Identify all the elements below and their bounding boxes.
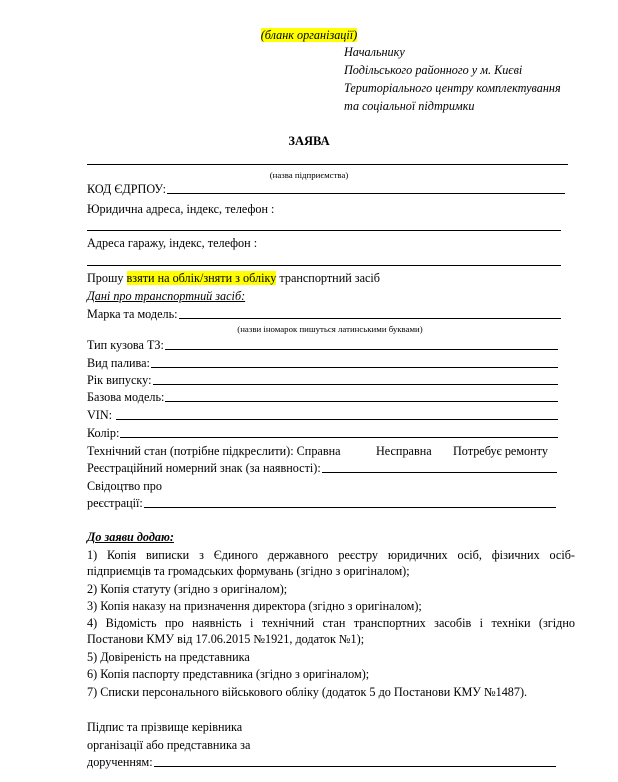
certificate-field[interactable]: [144, 507, 556, 508]
company-name-caption: (назва підприємства): [269, 170, 349, 180]
body-type-field[interactable]: [165, 349, 558, 350]
attachment-item-4: 4) Відомість про наявність і технічний стан транспортних засобів і техніки (згідно: [87, 616, 575, 630]
condition-option-faulty[interactable]: Несправна: [376, 444, 432, 458]
edrpou-label: КОД ЄДРПОУ:: [87, 182, 166, 196]
condition-label: Технічний стан (потрібне підкреслити): Справна: [87, 444, 341, 458]
color-label: Колір:: [87, 426, 120, 440]
attachment-item-1-cont: підприємців та громадських формувань (згідно з оригіналом);: [87, 564, 410, 578]
garage-address-label: Адреса гаражу, індекс, телефон :: [87, 236, 258, 250]
year-label: Рік випуску:: [87, 373, 152, 387]
signature-label-line3: дорученням:: [87, 755, 153, 769]
make-model-field[interactable]: [179, 318, 561, 319]
year-row: [87, 374, 558, 386]
certificate-label-line2: реєстрації:: [87, 496, 143, 510]
fuel-field[interactable]: [151, 367, 558, 368]
vin-field[interactable]: [116, 419, 558, 420]
addressee-line-1: Начальнику: [344, 45, 405, 59]
legal-address-label: Юридична адреса, індекс, телефон :: [87, 202, 275, 216]
base-model-label: Базова модель:: [87, 390, 165, 404]
letterhead-placeholder: (бланк організації): [260, 28, 358, 42]
attachment-item-6: 6) Копія паспорту представника (згідно з оригіналом);: [87, 667, 370, 681]
condition-option-repair[interactable]: Потребує ремонту: [453, 444, 548, 458]
signature-row: [87, 756, 556, 768]
attachment-item-7: 7) Списки персонального військового обліку (додаток 5 до Постанови КМУ №1487).: [87, 685, 528, 699]
base-model-field[interactable]: [165, 401, 558, 402]
garage-address-field[interactable]: [87, 265, 561, 266]
attachment-item-2: 2) Копія статуту (згідно з оригіналом);: [87, 582, 288, 596]
addressee-line-3: Територіального центру комплектування: [344, 81, 561, 95]
vin-label: VIN:: [87, 408, 116, 422]
certificate-label-line1: Свідоцтво про: [87, 479, 162, 493]
plate-field[interactable]: [322, 472, 557, 473]
edrpou-field[interactable]: [167, 193, 565, 194]
year-field[interactable]: [153, 384, 558, 385]
attachments-title: До заяви додаю:: [87, 530, 174, 544]
signature-label-line1: Підпис та прізвище керівника: [87, 720, 243, 734]
vehicle-section-title: Дані про транспортний засіб:: [87, 289, 246, 303]
addressee-line-4: та соціальної підтримки: [344, 99, 475, 113]
body-type-label: Тип кузова ТЗ:: [87, 338, 164, 352]
make-model-note: (назви іномарок пишуться латинськими буквами): [237, 324, 423, 334]
certificate-row: [87, 497, 556, 509]
color-field[interactable]: [120, 437, 558, 438]
legal-address-field[interactable]: [87, 230, 561, 231]
attachment-item-5: 5) Довіреність на представника: [87, 650, 250, 664]
company-name-field[interactable]: [87, 164, 568, 165]
make-model-label: Марка та модель:: [87, 307, 178, 321]
plate-label: Реєстраційний номерний знак (за наявності):: [87, 461, 321, 475]
signature-label-line2: організації або представника за: [87, 738, 251, 752]
fuel-row: [87, 357, 558, 369]
make-model-row: [87, 308, 561, 320]
base-model-row: [87, 391, 558, 403]
vin-row: [87, 409, 558, 421]
document-title: ЗАЯВА: [288, 134, 330, 148]
body-type-row: [87, 339, 558, 351]
request-line: Прошу взяти на облік/зняти з обліку транспортний засіб: [87, 271, 381, 285]
attachment-item-1: 1) Копія виписки з Єдиного державного реєстру юридичних осіб, фізичних осіб-: [87, 548, 575, 562]
request-highlight: взяти на облік/зняти з обліку: [126, 271, 277, 285]
color-row: [87, 427, 558, 439]
attachment-item-4-cont: Постанови КМУ від 17.06.2015 №1921, додаток №1);: [87, 632, 365, 646]
edrpou-row: [87, 183, 565, 195]
attachment-item-3: 3) Копія наказу на призначення директора (згідно з оригіналом);: [87, 599, 422, 613]
fuel-label: Вид палива:: [87, 356, 150, 370]
signature-field[interactable]: [154, 766, 556, 767]
addressee-line-2: Подільського районного у м. Києві: [344, 63, 523, 77]
plate-row: [87, 462, 557, 474]
